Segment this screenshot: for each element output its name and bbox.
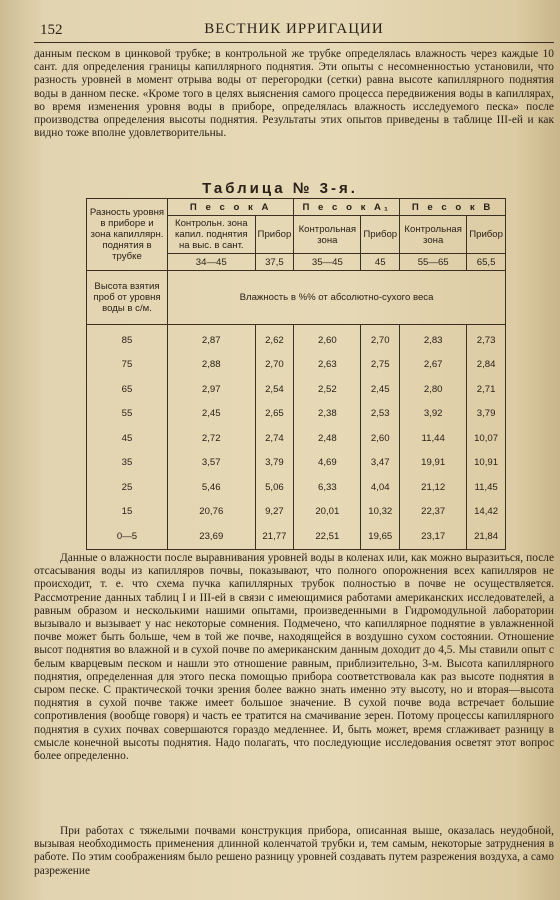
value-cell: 2,63 [294,353,361,378]
value-cell: 2,74 [255,426,294,451]
value-cell: 3,92 [400,402,467,427]
group-header-sand-b: П е с о к В [400,199,506,216]
value-cell: 2,38 [294,402,361,427]
row-header: Разность уровня в приборе и зона капиллярн. поднятия в трубке [87,199,168,271]
value-cell: 19,91 [400,451,467,476]
table-row [87,451,506,476]
value-cell: 2,80 [400,377,467,402]
measure-label: Влажность в %% от абсолютно-сухого веса [168,271,506,325]
height-cell: 45 [87,426,168,451]
value-cell: 10,91 [467,451,506,476]
value-cell: 4,69 [294,451,361,476]
value-cell: 10,32 [361,500,400,525]
height-cell: 25 [87,475,168,500]
value-cell: 2,53 [361,402,400,427]
value-cell: 2,60 [361,426,400,451]
value-cell: 3,79 [255,451,294,476]
subheader: Контрольная зона [400,216,467,254]
value-cell: 14,42 [467,500,506,525]
value-cell: 2,97 [168,377,256,402]
value-cell: 4,04 [361,475,400,500]
table-row [87,353,506,378]
value-cell: 10,07 [467,426,506,451]
value-cell: 2,72 [168,426,256,451]
value-cell: 5,46 [168,475,256,500]
moisture-table [86,198,506,550]
range-cell: 45 [361,254,400,271]
subheader: Контрольн. зона капил. поднятия на выс. в сант. [168,216,256,254]
range-cell: 65,5 [467,254,506,271]
value-cell: 3,57 [168,451,256,476]
value-cell: 2,45 [168,402,256,427]
page-number: 152 [40,22,63,38]
value-cell: 21,84 [467,524,506,549]
running-title: ВЕСТНИК ИРРИГАЦИИ [204,21,384,37]
paragraph-3-text: При работах с тяжелыми почвами конструкция прибора, описанная выше, оказалась неудобной, вызывая необходимость применения длинной коленчатой трубки и, тем самым, некоторые затруднения в работе. По этим соображениям было решено разницу уровней создавать путем разрежения воздуха, а само разрежение [34,825,554,877]
value-cell: 2,65 [255,402,294,427]
value-cell: 2,48 [294,426,361,451]
height-header: Высота взятия проб от уровня воды в с/м. [87,271,168,325]
page-header [34,18,554,43]
value-cell: 20,76 [168,500,256,525]
paragraph-1: данным песком в цинковой трубке; в контрольной же трубке определялась влажность через каждые 10 сант. для определения границы капиллярного поднятия. Эти опыты с несомненностью установили, что разность уровней в момент отрыва воды от перегородки (сетки) равна высоте капиллярного поднятия воды в данном песке. «Кроме того в целях выяснения самого процесса передвижения воды в капиллярах, во время изменения уровня воды в приборе, определялась влажность исследуемого песка» после производства определения высоты поднятия. Результаты этих опытов приведены в таблице III-ей и как видно тоже вполне удовлетворительны. [34,48,554,140]
value-cell: 3,79 [467,402,506,427]
value-cell: 2,83 [400,325,467,353]
height-cell: 35 [87,451,168,476]
value-cell: 2,70 [255,353,294,378]
value-cell: 2,88 [168,353,256,378]
value-cell: 2,62 [255,325,294,353]
value-cell: 2,87 [168,325,256,353]
value-cell: 2,60 [294,325,361,353]
table-row [87,325,506,353]
range-cell: 55—65 [400,254,467,271]
value-cell: 5,06 [255,475,294,500]
value-cell: 3,47 [361,451,400,476]
value-cell: 2,71 [467,377,506,402]
value-cell: 2,75 [361,353,400,378]
value-cell: 2,84 [467,353,506,378]
table-row [87,402,506,427]
paragraph-3 [34,825,554,878]
table-row [87,475,506,500]
value-cell: 6,33 [294,475,361,500]
value-cell: 2,52 [294,377,361,402]
height-cell: 65 [87,377,168,402]
table-row [87,500,506,525]
value-cell: 2,45 [361,377,400,402]
value-cell: 2,54 [255,377,294,402]
paragraph-2-text: Данные о влажности после выравнивания уровней воды в коленах или, как можно выразиться, после отсасывания воды из капилляров почвы, показывают, что полного опорожнения всех капилляров не происходит, т. е. что схема пучка капиллярных трубок полностью в почве не осуществляется. Рассмотрение данных таблиц I и III-ей в связи с имеющимися работами американских исследователей, а равным образом и несколькими нашими опытами, произведенными в Гидромодульной лаборатории вызывало и вызывает у нас некоторые сомнения. Подмечено, что капиллярное поднятие в увлажненной почве может быть больше, чем в той же почве, находящейся в воздушно сухом состоянии. Отношение высот поднятия во влажной и в сухой почве по американским данным доходит до 4,5. Мы ставили опыт с белым кварцевым песком и нашли это отношение равным, приблизительно, 3-м. Высота капиллярного поднятия, определенная для этого песка помощью прибора соответствовала как раз высоте поднятия в сыром песке. С практической точки зрения более важно знать именно эту высоту, но и вторая—высота поднятия в сухой почве также имеет большое значение. В сухой почве вода встречает большие сопротивления (вообще говоря) и часть ее тратится на смачивание зерен. Потому процессы капиллярного поднятия в сухих почвах совершаются гораздо медленнее. И, быть может, время сглаживает разницу в смысле конечной высоты поднятия. Надо полагать, что последующие исследования осветят этот вопрос более определенно. [34,552,554,763]
height-cell: 85 [87,325,168,353]
table-row [87,426,506,451]
subheader: Прибор [467,216,506,254]
value-cell: 23,17 [400,524,467,549]
value-cell: 2,73 [467,325,506,353]
table-row [87,377,506,402]
value-cell: 22,51 [294,524,361,549]
table-row [87,524,506,549]
value-cell: 21,77 [255,524,294,549]
height-cell: 15 [87,500,168,525]
value-cell: 23,69 [168,524,256,549]
paragraph-2 [34,552,554,763]
value-cell: 2,67 [400,353,467,378]
subheader: Прибор [361,216,400,254]
value-cell: 11,44 [400,426,467,451]
value-cell: 2,70 [361,325,400,353]
table-title: Таблица № 3-я. [202,180,358,197]
value-cell: 11,45 [467,475,506,500]
height-cell: 75 [87,353,168,378]
range-cell: 35—45 [294,254,361,271]
subheader: Прибор [255,216,294,254]
value-cell: 21,12 [400,475,467,500]
range-cell: 34—45 [168,254,256,271]
subheader: Контрольная зона [294,216,361,254]
value-cell: 9,27 [255,500,294,525]
group-header-sand-a: П е с о к А [168,199,294,216]
value-cell: 20,01 [294,500,361,525]
value-cell: 19,65 [361,524,400,549]
group-header-sand-a1: П е с о к А₁ [294,199,400,216]
range-cell: 37,5 [255,254,294,271]
height-cell: 55 [87,402,168,427]
value-cell: 22,37 [400,500,467,525]
height-cell: 0—5 [87,524,168,549]
